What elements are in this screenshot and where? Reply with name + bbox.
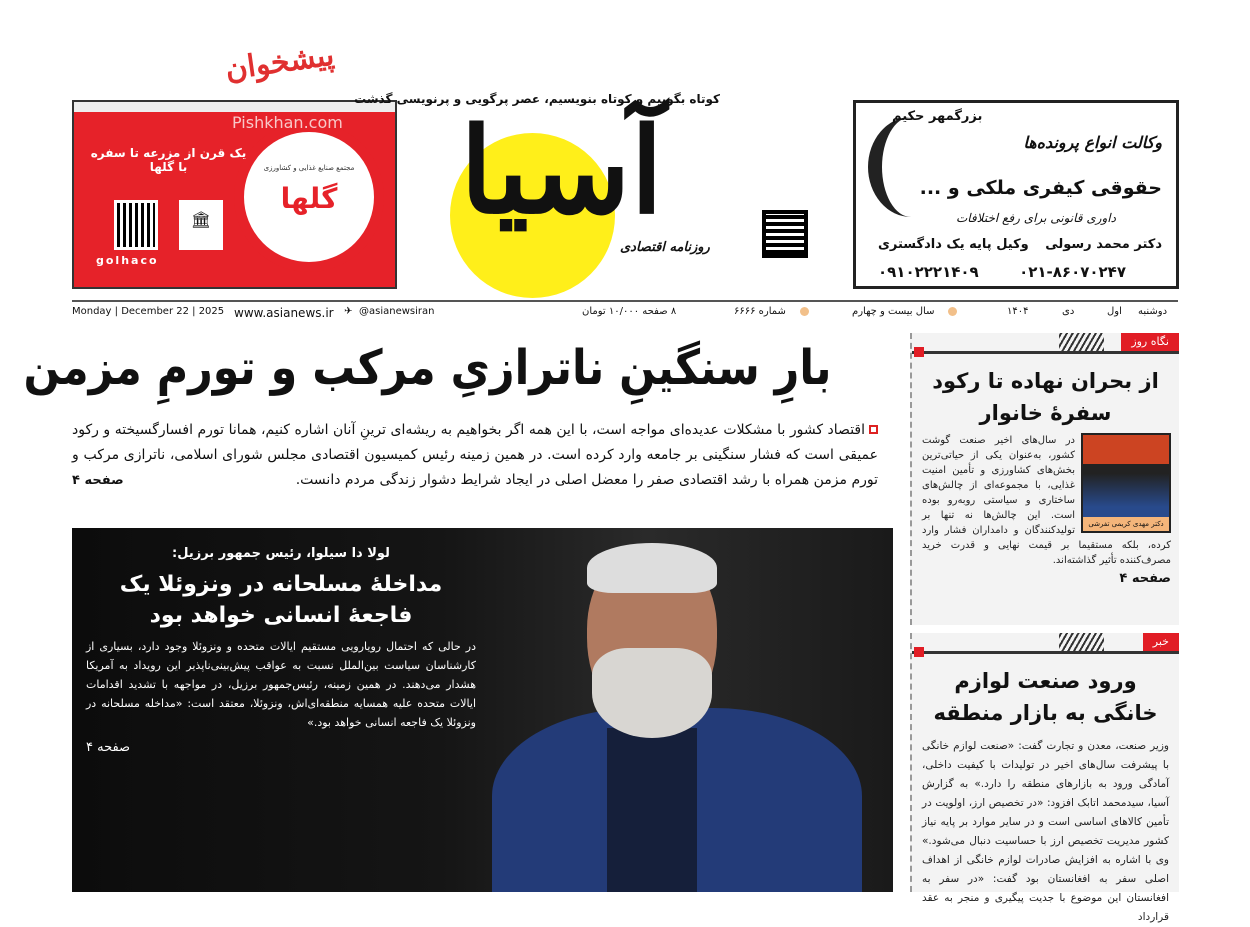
website-link[interactable]: www.asianews.ir [234, 306, 334, 320]
info-bar [72, 300, 1178, 320]
lead-body [72, 418, 878, 493]
photo-story-kicker: لولا دا سیلوا، رئیس جمهور برزیل: [172, 546, 390, 561]
lead-headline[interactable] [23, 340, 880, 402]
date-en: Monday | December 22 | 2025 [72, 306, 225, 317]
divider [912, 651, 1179, 654]
watermark-site: Pishkhan.com [232, 113, 343, 132]
masthead-subtitle: روزنامه اقتصادی [620, 240, 710, 255]
day-fa: اول [1107, 306, 1122, 317]
sidebar-column-opinion [910, 333, 1179, 625]
hatch-decoration [1059, 333, 1104, 351]
lead-page-ref[interactable]: صفحه ۴ [72, 473, 124, 488]
ad-slogan: یک قرن از مزرعه تا سفره با گلها [90, 146, 247, 174]
section-label: خبر [1143, 633, 1179, 651]
photo-story-page-ref[interactable]: صفحه ۴ [86, 740, 131, 755]
weekday-fa: دوشنبه [1138, 306, 1168, 317]
scales-emblem-icon [868, 117, 954, 217]
lead-text: اقتصاد کشور با مشکلات عدیده‌ای مواجه است، با این همه اگر بخواهیم به ریشه‌ای ترینِ آنان اشاره کنیم، همانا تورم افسارگسیخته و رکود عمیقی است که فشار سنگینی بر جامعه وارد کرده است. در همین زمینه رئیس کمیسیون اقتصادی مجلس شورای اسلامی، ناترازی مرکب و تورم مزمن همراه با رشد اقتصادی صفر را معضل اصلی در ایجاد شرایط دشوار زندگی مردم دانست. [72, 422, 878, 488]
ad-handle: golhaco [96, 254, 159, 267]
red-square-icon [914, 347, 924, 357]
hatch-decoration [1059, 633, 1104, 651]
year-fa: ۱۴۰۴ [1007, 306, 1029, 317]
unesco-icon: 🏛 [179, 200, 223, 250]
advertisement-law-firm[interactable] [853, 100, 1179, 289]
ad-line1: وکالت انواع پرونده‌ها [1023, 133, 1162, 152]
separator-dot-icon [800, 306, 809, 317]
opinion-headline[interactable]: از بحران نهاده تا رکود سفرهٔ خانوار [932, 369, 1159, 425]
ad-lawyer-title: وکیل پایه یک دادگستری [878, 237, 1029, 252]
ad-lawyer: دکتر محمد رسولی [1045, 237, 1162, 252]
separator-dot-icon [948, 306, 957, 317]
bullet-square-icon [869, 425, 878, 434]
ad-company: مجتمع صنایع غذایی و کشاورزی [263, 164, 355, 172]
author-photo [1081, 433, 1171, 533]
month-fa: دی [1062, 306, 1075, 317]
opinion-page-ref[interactable]: صفحه ۴ [1119, 571, 1171, 586]
telegram-icon: ✈ [344, 306, 353, 317]
author-name: دکتر مهدی کریمی تفرشی [1083, 517, 1169, 531]
masthead [354, 88, 820, 303]
photo-story[interactable] [72, 528, 893, 892]
ad-spice-band [74, 102, 395, 112]
news-headline[interactable]: ورود صنعت لوازم خانگی به بازار منطقه [933, 669, 1158, 725]
volume-year: سال بیست و چهارم [852, 306, 935, 317]
masthead-tagline: کوتاه بگوییم و کوتاه بنویسیم، عصر پرگویی و پرنویسی گذشت [354, 92, 720, 106]
opinion-body: در سال‌های اخیر صنعت گوشت کشور، به‌عنوان یکی از حیاتی‌ترین بخش‌های کشاورزی و تأمین امنیت غذایی، با مجموعه‌ای از چالش‌های ساختاری و سیاستی روبه‌رو بوده است. این چالش‌ها نه تنها بر تولیدکنندگان و دامداران فشار وارد کرده، بلکه مستقیما بر قیمت نهایی و قدرت خرید مصرف‌کننده تأثیر گذاشته‌اند. [922, 435, 1171, 566]
red-square-icon [914, 647, 924, 657]
watermark-logo: پیشخوان [223, 37, 337, 88]
ad-brand: گلها [280, 182, 338, 215]
ad-institute: بزرگمهر حکیم [892, 109, 983, 124]
section-label: نگاه روز [1121, 333, 1179, 351]
lead-headline-text[interactable]: بارِ سنگینِ ناترازیِ مرکب و تورمِ مزمن [23, 340, 832, 396]
divider [912, 351, 1179, 354]
ad-phone2: ۰۹۱۰۲۲۲۱۴۰۹ [878, 263, 979, 281]
ad-phone1: ۰۲۱-۸۶۰۷۰۲۴۷ [1019, 263, 1126, 281]
pages-price: ۸ صفحه ۱۰/۰۰۰ تومان [582, 306, 677, 317]
ad-line2: حقوقی کیفری ملکی و ... [919, 177, 1162, 199]
ad-line3: داوری قانونی برای رفع اختلافات [955, 211, 1116, 225]
social-handle[interactable]: @asianewsiran [359, 306, 435, 317]
photo-story-body: در حالی که احتمال رویارویی مستقیم ایالات متحده و ونزوئلا وجود دارد، بسیاری از کارشناسان سیاست بین‌الملل نسبت به عواقب پیش‌بینی‌ناپذیر این رویداد به آمریکا هشدار می‌دهند. در همین زمینه، رئیس‌جمهور برزیل، در مواجهه با تشدید اقدامات ایالات متحده علیه همسایه منطقه‌ای‌اش، ونزوئلا، معتقد است: «مداخله مسلحانه در ونزوئلا یک فاجعه انسانی خواهد بود.» [86, 640, 476, 729]
lula-photo [492, 538, 872, 892]
news-body: وزیر صنعت، معدن و تجارت گفت: «صنعت لوازم خانگی با پیشرفت سال‌های اخیر در تولیدات با کیفیت داخلی، آمادگی ورود به بازارهای منطقه را دارد.» به گزارش آسیا، سیدمحمد اتابک افزود: «در تخصیص ارز، اولویت در تأمین کالاهای اساسی است و در سایر موارد بر پایه نیاز کشور مدیریت تخصیص ارز با حساسیت دنبال می‌شود.» وی با اشاره به افزایش صادرات لوازم خانگی از اهداف اصلی سفر به افغانستان بود گفت: «در سفر به افغانستان این موضوع با جدیت پیگیری و منجر به عقد قرارداد [922, 740, 1169, 923]
masthead-name: آسیا [460, 101, 664, 240]
qr-code-icon [114, 200, 158, 250]
sidebar-column-news [910, 633, 1179, 923]
photo-story-headline[interactable]: مداخلهٔ مسلحانه در ونزوئلا یک فاجعهٔ انسانی خواهد بود [119, 572, 443, 628]
qr-code-icon [762, 210, 808, 258]
issue-number: شماره ۶۶۶۶ [734, 306, 786, 317]
